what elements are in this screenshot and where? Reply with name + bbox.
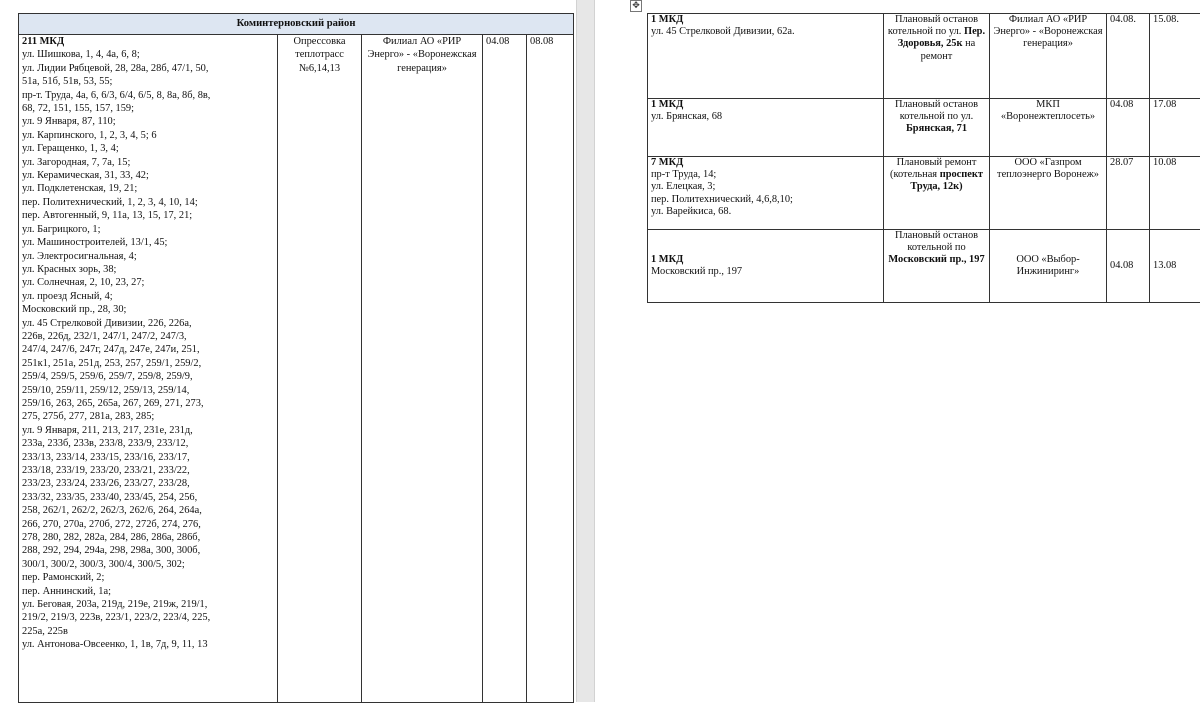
list-item: ул. 45 Стрелковой Дивизии, 226, 226а, <box>22 317 274 330</box>
list-item: ул. Шишкова, 1, 4, 4а, 6, 8; <box>22 48 274 61</box>
list-item: пер. Политехнический, 1, 2, 3, 4, 10, 14; <box>22 196 274 209</box>
organization-cell: ООО «Газпром теплоэнерго Воронеж» <box>990 157 1107 230</box>
address: пр-т Труда, 14; <box>651 169 880 181</box>
reason-cell <box>884 99 990 157</box>
end-date-cell: 10.08 <box>1150 157 1200 230</box>
table-row <box>648 157 1200 230</box>
list-item: 219/2, 219/3, 223в, 223/1, 223/2, 223/4, 225, <box>22 611 274 624</box>
list-item: 259/10, 259/11, 259/12, 259/13, 259/14, <box>22 384 274 397</box>
list-item: пр-т. Труда, 4а, 6, 6/3, 6/4, 6/5, 8, 8а, 8б, 8в, <box>22 89 274 102</box>
list-item: 275, 275б, 277, 281а, 283, 285; <box>22 410 274 423</box>
list-item: 233а, 233б, 233в, 233/8, 233/9, 233/12, <box>22 437 274 450</box>
reason-text: Плановый ремонт (котельная <box>890 157 976 180</box>
reason-cell <box>884 157 990 230</box>
list-item: ул. 9 Января, 87, 110; <box>22 115 274 128</box>
list-item: 266, 270, 270а, 270б, 272, 272б, 274, 276, <box>22 518 274 531</box>
building-count: 1 МКД <box>651 254 880 266</box>
address: Московский пр., 197 <box>651 266 880 278</box>
organization-cell: МКП «Воронежтеплосеть» <box>990 99 1107 157</box>
list-item: 259/4, 259/5, 259/6, 259/7, 259/8, 259/9, <box>22 370 274 383</box>
list-item: ул. Багрицкого, 1; <box>22 223 274 236</box>
list-item: 226в, 226д, 232/1, 247/1, 247/2, 247/3, <box>22 330 274 343</box>
list-item: 300/1, 300/2, 300/3, 300/4, 300/5, 302; <box>22 558 274 571</box>
start-date-cell: 04.08 <box>1107 99 1150 157</box>
list-item: ул. Карпинского, 1, 2, 3, 4, 5; 6 <box>22 129 274 142</box>
move-icon[interactable]: ✥ <box>630 0 642 12</box>
reason-text: Плановый останов котельной по <box>895 230 978 253</box>
start-date-cell: 04.08 <box>1107 230 1150 303</box>
address: пер. Политехнический, 4,6,8,10; <box>651 194 880 206</box>
list-item: 233/23, 233/24, 233/26, 233/27, 233/28, <box>22 477 274 490</box>
list-item: ул. Подклетенская, 19, 21; <box>22 182 274 195</box>
list-item: 259/16, 263, 265, 265а, 267, 269, 271, 273, <box>22 397 274 410</box>
start-date-cell: 04.08 <box>483 35 527 703</box>
list-item: пер. Автогенный, 9, 11а, 13, 15, 17, 21; <box>22 209 274 222</box>
end-date-cell: 17.08 <box>1150 99 1200 157</box>
list-item: ул. 9 Января, 211, 213, 217, 231е, 231д, <box>22 424 274 437</box>
right-page-table <box>647 13 1200 303</box>
reason-bold: Московский пр., 197 <box>888 254 984 265</box>
list-item: ул. Солнечная, 2, 10, 23, 27; <box>22 276 274 289</box>
list-item: ул. Красных зорь, 38; <box>22 263 274 276</box>
list-item: пер. Аннинский, 1а; <box>22 585 274 598</box>
address: ул. Брянская, 68 <box>651 111 880 123</box>
reason-bold: Пер. Здоровья, 25к <box>898 26 985 49</box>
organization-cell: ООО «Выбор-Инжиниринг» <box>990 230 1107 303</box>
list-item: ул. Электросигнальная, 4; <box>22 250 274 263</box>
start-date-cell: 04.08. <box>1107 14 1150 99</box>
list-item: ул. Беговая, 203а, 219д, 219е, 219ж, 219/1, <box>22 598 274 611</box>
table-row <box>648 99 1200 157</box>
list-item: ул. проезд Ясный, 4; <box>22 290 274 303</box>
end-date-cell: 15.08. <box>1150 14 1200 99</box>
list-item: ул. Машиностроителей, 13/1, 45; <box>22 236 274 249</box>
list-item: ул. Антонова-Овсеенко, 1, 1в, 7д, 9, 11, 13 <box>22 638 274 651</box>
building-count: 1 МКД <box>651 99 880 111</box>
left-page-table <box>18 13 574 703</box>
reason-text: Плановый останов котельной по ул. <box>888 14 978 37</box>
table-row <box>648 14 1200 99</box>
start-date-cell: 28.07 <box>1107 157 1150 230</box>
list-item: 233/18, 233/19, 233/20, 233/21, 233/22, <box>22 464 274 477</box>
list-item: ул. Геращенко, 1, 3, 4; <box>22 142 274 155</box>
address-cell <box>648 157 884 230</box>
reason-bold: проспект Труда, 12к) <box>910 169 983 192</box>
list-item: Московский пр., 28, 30; <box>22 303 274 316</box>
address-list <box>22 48 274 651</box>
list-item: 278, 280, 282, 282а, 284, 286, 286а, 286б, <box>22 531 274 544</box>
list-item: 51а, 51б, 51в, 53, 55; <box>22 75 274 88</box>
organization-cell: Филиал АО «РИР Энерго» - «Воронежская генерация» <box>990 14 1107 99</box>
list-item: 68, 72, 151, 155, 157, 159; <box>22 102 274 115</box>
list-item: 258, 262/1, 262/2, 262/3, 262/6, 264, 264а, <box>22 504 274 517</box>
reason-note: на ремонт <box>921 38 976 61</box>
end-date-cell: 08.08 <box>527 35 574 703</box>
reason-bold: Брянская, 71 <box>906 123 967 134</box>
list-item: 247/4, 247/6, 247г, 247д, 247е, 247и, 251, <box>22 343 274 356</box>
list-item: 233/32, 233/35, 233/40, 233/45, 254, 256, <box>22 491 274 504</box>
list-item: 251к1, 251а, 251д, 253, 257, 259/1, 259/2, <box>22 357 274 370</box>
reason-cell <box>884 14 990 99</box>
addresses-cell <box>19 35 278 703</box>
address-cell <box>648 230 884 303</box>
list-item: ул. Керамическая, 31, 33, 42; <box>22 169 274 182</box>
table-row <box>648 230 1200 303</box>
building-count: 1 МКД <box>651 14 880 26</box>
page-divider-right <box>594 0 595 702</box>
list-item: 225а, 225в <box>22 625 274 638</box>
address: ул. 45 Стрелковой Дивизии, 62а. <box>651 26 880 38</box>
organization-cell: Филиал АО «РИР Энерго» - «Воронежская генерация» <box>362 35 483 703</box>
end-date-cell: 13.08 <box>1150 230 1200 303</box>
list-item: пер. Рамонский, 2; <box>22 571 274 584</box>
address: ул. Варейкиса, 68. <box>651 206 880 218</box>
reason-cell <box>884 230 990 303</box>
list-item: ул. Загородная, 7, 7а, 15; <box>22 156 274 169</box>
reason-cell: Опрессовка теплотрасс №6,14,13 <box>278 35 362 703</box>
address: ул. Елецкая, 3; <box>651 181 880 193</box>
building-count: 211 МКД <box>22 35 274 48</box>
reason-text: Плановый останов котельной по ул. <box>895 99 978 122</box>
address-cell <box>648 14 884 99</box>
list-item: 233/13, 233/14, 233/15, 233/16, 233/17, <box>22 451 274 464</box>
page-gutter <box>577 0 595 702</box>
list-item: ул. Лидии Рябцевой, 28, 28а, 28б, 47/1, 50, <box>22 62 274 75</box>
building-count: 7 МКД <box>651 157 880 169</box>
list-item: 288, 292, 294, 294а, 298, 298а, 300, 300б, <box>22 544 274 557</box>
district-header: Коминтерновский район <box>19 14 574 35</box>
address-cell <box>648 99 884 157</box>
